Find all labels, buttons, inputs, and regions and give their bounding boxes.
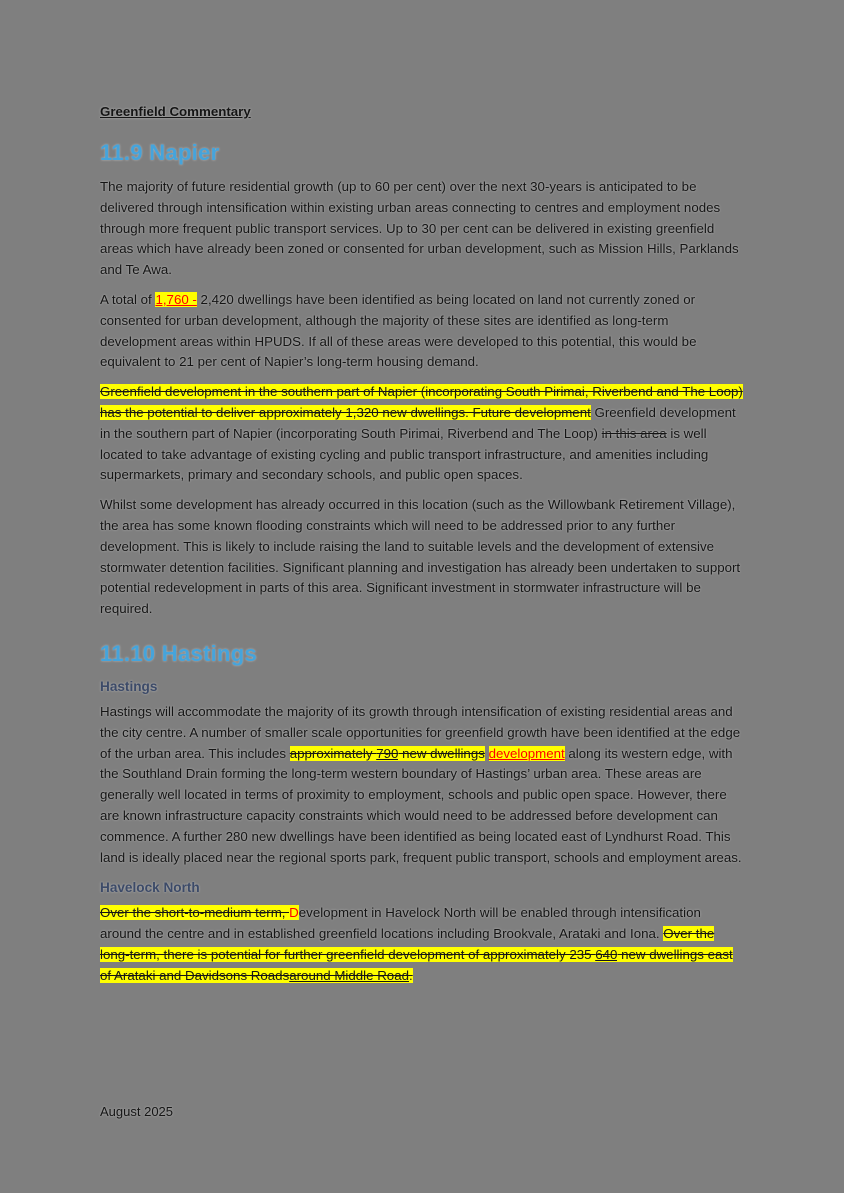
deleted-text-run: 640 — [595, 946, 618, 962]
paragraph — [100, 903, 744, 986]
section-heading — [100, 641, 744, 667]
deleted-text-run: new dwellings — [398, 745, 485, 761]
text-run: is well located to take advantage of existing cycling and public transport infrastructure, and amenities including supermarkets, primary and secondary schools, and public open spaces. — [100, 425, 709, 483]
deleted-text-run: approximately — [289, 745, 377, 761]
inserted-text-run: 1,760 - — [155, 291, 197, 307]
deleted-text-run: in this area — [601, 425, 667, 441]
text-run: 11.9 Napier — [100, 140, 220, 165]
text-run: Hastings — [100, 678, 158, 694]
deleted-text-run: around Middle Road — [289, 967, 409, 983]
text-run: evelopment in Havelock North will be enabled through intensification around the centre and in established greenfield locations including Brookvale, Arataki and Iona. — [100, 905, 701, 942]
text-run: Whilst some development has already occurred in this location (such as the Willowbank Retirement Village), the area has some known flooding constraints which will need to be addressed prior to any further development. This is likely to include raising the land to suitable levels and the development of extensive stormwater detention facilities. Significant planning and investigation has already been undertaken to support potential redevelopment in parts of this area. Significant investment in stormwater infrastructure will be required. — [100, 497, 741, 617]
document-title — [100, 104, 744, 119]
paragraph — [100, 290, 744, 373]
text-run: Hastings will accommodate the majority of its growth through intensification of existing residential areas and the city centre. A number of smaller scale opportunities for greenfield growth have been identified at the edge of the urban area. This includes — [100, 703, 741, 761]
text-run: Havelock North — [100, 880, 200, 896]
section-heading — [100, 140, 744, 166]
text-run: 11.10 Hastings — [100, 640, 258, 666]
page-footer: August 2025 — [100, 1104, 174, 1119]
text-run: 2,420 dwellings have been identified as being located on land not currently zoned or consented for urban development, although the majority of these sites are identified as long-term development areas within HPUDS. If all of these areas were developed to this potential, this would be equivalent to 21 per cent of Napier’s long-term housing demand. — [100, 291, 697, 370]
deleted-text-run: Over the long-term, there is potential for further greenfield development of approximately 235 — [100, 926, 715, 962]
paragraph — [100, 495, 744, 620]
text-run: along its western edge, with the Southland Drain forming the long-term western boundary of Hastings’ urban area. These areas are generally well located in terms of proximity to employment, schools and public open space. However, there are known infrastructure capacity constraints which would need to be addressed before development can commence. A further 280 new dwellings have been identified as being located east of Lyndhurst Road. This land is ideally placed near the regional sports park, frequent public transport, schools and employment areas. — [100, 745, 742, 865]
deleted-text-run: . — [408, 967, 413, 983]
text-run: A total of — [100, 291, 156, 307]
paragraph — [100, 177, 744, 281]
paragraph — [100, 382, 744, 486]
document-body — [100, 104, 744, 987]
text-run: Greenfield Commentary — [100, 104, 251, 119]
paragraph — [100, 702, 744, 868]
subsection-heading — [100, 880, 744, 895]
text-run: The majority of future residential growth (up to 60 per cent) over the next 30-years is anticipated to be delivered through intensification within existing urban areas connecting to centres and employment nodes through more frequent public transport services. Up to 30 per cent can be delivered in existing greenfield areas which have already been zoned or consented for urban development, such as Mission Hills, Parklands and Te Awa. — [100, 179, 739, 278]
deleted-text-run: Over the short-to-medium term, — [100, 905, 290, 921]
inserted-text-run: D — [289, 905, 299, 921]
text-run: Greenfield development in the southern part of Napier (incorporating South Pirimai, Riverbend and The Loop) — [100, 404, 736, 441]
subsection-heading — [100, 679, 744, 694]
deleted-text-run: 790 — [376, 745, 399, 761]
inserted-text-run: development — [488, 745, 565, 761]
deleted-text-run: new dwellings east of Arataki and Davidsons Roads — [100, 946, 733, 983]
deleted-text-run: Greenfield development in the southern part of Napier (incorporating South Pirimai, Riverbend and The Loop) has the potential to deliver approximately 1,320 new dwellings. Future development — [100, 384, 743, 420]
